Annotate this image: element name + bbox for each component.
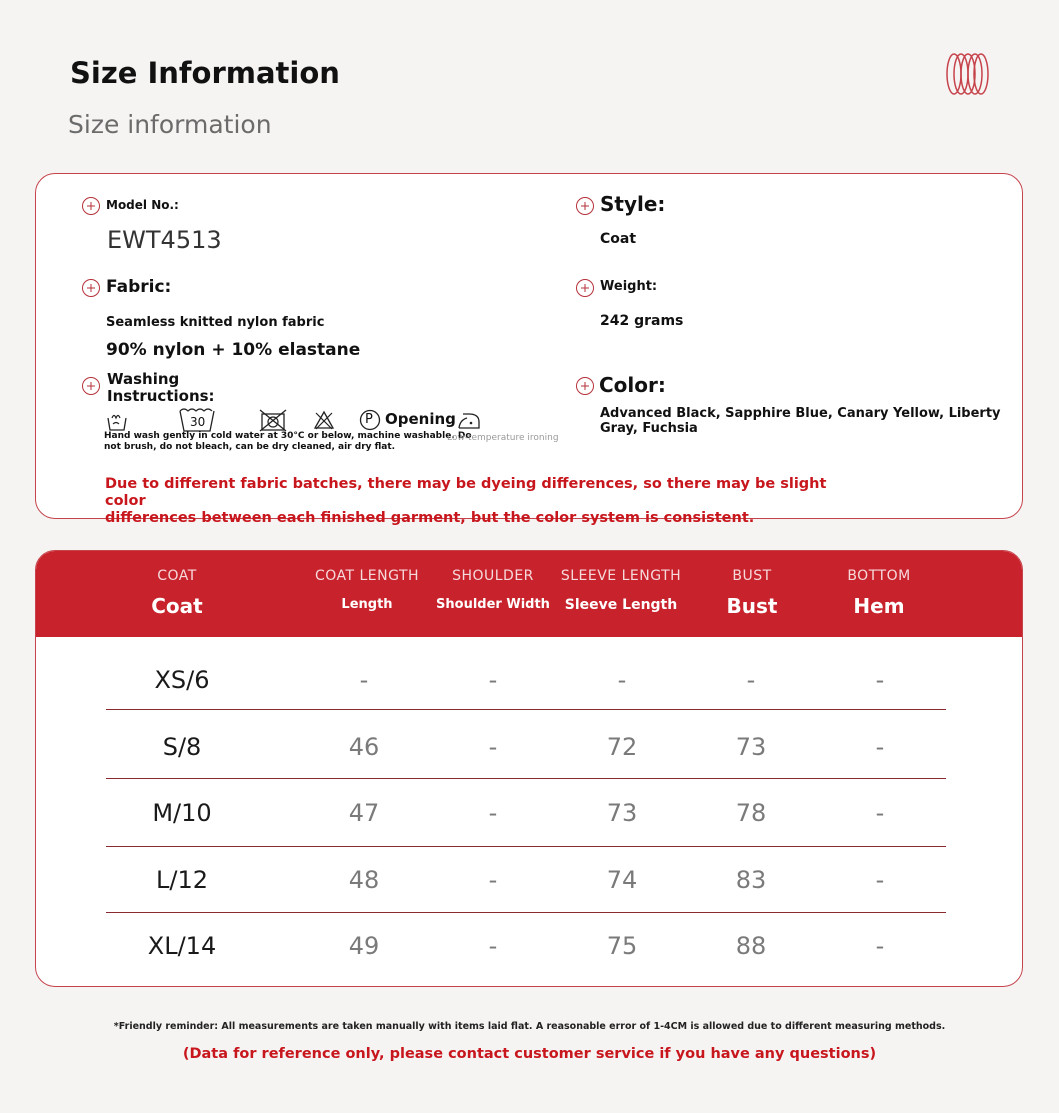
size-cell: XS/6 — [154, 666, 210, 694]
iron-low-icon — [457, 408, 481, 430]
size-cell: S/8 — [162, 733, 202, 761]
shoulder-cell: - — [488, 666, 498, 694]
washing-opening: Opening — [385, 410, 456, 428]
fabric-label: Fabric: — [106, 277, 172, 297]
header-shoulder-en: SHOULDER — [452, 568, 534, 584]
size-cell: M/10 — [152, 799, 212, 827]
color-value-line2: Gray, Fuchsia — [600, 421, 698, 436]
fabric-description: Seamless knitted nylon fabric — [106, 315, 325, 330]
ironing-note: Low-temperature ironing — [447, 433, 559, 443]
model-label: Model No.: — [106, 198, 179, 212]
plus-circle-icon — [576, 377, 594, 395]
color-value-line1: Advanced Black, Sapphire Blue, Canary Yellow, Liberty — [600, 406, 1001, 421]
table-header — [36, 551, 1022, 637]
plus-circle-icon — [82, 279, 100, 297]
plus-circle-icon — [82, 377, 100, 395]
shoulder-cell: - — [488, 799, 498, 827]
shoulder-cell: - — [488, 866, 498, 894]
hem-cell: - — [875, 866, 885, 894]
hem-cell: - — [875, 666, 885, 694]
size-table — [35, 550, 1023, 987]
hem-cell: - — [875, 799, 885, 827]
row-divider — [106, 709, 946, 710]
length-cell: 46 — [348, 733, 380, 761]
size-cell: L/12 — [156, 866, 208, 894]
fabric-composition: 90% nylon + 10% elastane — [106, 340, 361, 360]
washing-note-line1: Hand wash gently in cold water at 30°C or below, machine washable. Do — [104, 431, 472, 441]
length-cell: 48 — [348, 866, 380, 894]
color-label: Color: — [599, 373, 666, 397]
hem-cell: - — [875, 932, 885, 960]
reference-note: (Data for reference only, please contact customer service if you have any questions) — [182, 1046, 877, 1062]
header-sleeve-label: Sleeve Length — [564, 597, 678, 613]
bust-cell: 88 — [735, 932, 767, 960]
plus-circle-icon — [82, 197, 100, 215]
plus-circle-icon — [576, 279, 594, 297]
header-length-label: Length — [341, 597, 393, 612]
hem-cell: - — [875, 733, 885, 761]
sleeve-cell: 75 — [606, 932, 638, 960]
row-divider — [106, 778, 946, 779]
bust-cell: 73 — [735, 733, 767, 761]
size-cell: XL/14 — [147, 932, 217, 960]
header-hem-label: Hem — [853, 594, 905, 618]
weight-label: Weight: — [600, 279, 658, 294]
no-tumble-dry-icon — [258, 408, 288, 432]
header-hem-en: BOTTOM — [847, 568, 911, 584]
length-cell: 49 — [348, 932, 380, 960]
weight-value: 242 grams — [600, 313, 684, 329]
header-coat-en: COAT — [157, 568, 197, 584]
sleeve-cell: 72 — [606, 733, 638, 761]
washing-label-line2: Instructions: — [107, 387, 215, 405]
length-cell: - — [359, 666, 369, 694]
product-info-card — [35, 173, 1023, 526]
sleeve-cell: - — [617, 666, 627, 694]
header-coat-label: Coat — [151, 594, 203, 618]
row-divider — [106, 912, 946, 913]
page-subtitle: Size information — [68, 110, 272, 139]
header-bust-en: BUST — [732, 568, 772, 584]
header-shoulder-label: Shoulder Width — [436, 597, 550, 612]
washing-label-line1: Washing — [107, 370, 180, 388]
length-cell: 47 — [348, 799, 380, 827]
model-value: EWT4513 — [107, 226, 222, 254]
measurement-reminder: *Friendly reminder: All measurements are taken manually with items laid flat. A reasonable error of 1-4CM is allowed due to different measuring methods. — [113, 1021, 946, 1032]
bust-cell: 78 — [735, 799, 767, 827]
shoulder-cell: - — [488, 932, 498, 960]
sleeve-cell: 74 — [606, 866, 638, 894]
header-bust-label: Bust — [726, 594, 778, 618]
sleeve-cell: 73 — [606, 799, 638, 827]
shoulder-cell: - — [488, 733, 498, 761]
bust-cell: 83 — [735, 866, 767, 894]
header-sleeve-en: SLEEVE LENGTH — [560, 568, 682, 584]
wash-temperature: 30 — [190, 415, 206, 429]
page-title: Size Information — [70, 56, 340, 90]
washing-note-line2: not brush, do not bleach, can be dry cleaned, air dry flat. — [104, 442, 396, 452]
no-bleach-icon — [313, 410, 335, 430]
hand-wash-icon — [106, 410, 128, 432]
color-warning-line1: Due to different fabric batches, there may be dyeing differences, so there may be slight color — [105, 476, 827, 509]
rings-logo-icon — [944, 52, 990, 96]
plus-circle-icon — [576, 197, 594, 215]
dry-clean-letter: P — [365, 412, 373, 427]
style-value: Coat — [600, 231, 637, 247]
color-warning — [105, 476, 865, 527]
style-label: Style: — [600, 192, 666, 216]
row-divider — [106, 846, 946, 847]
bust-cell: - — [746, 666, 756, 694]
color-warning-line2: differences between each finished garment, but the color system is consistent. — [105, 510, 755, 526]
header-length-en: COAT LENGTH — [314, 568, 420, 584]
